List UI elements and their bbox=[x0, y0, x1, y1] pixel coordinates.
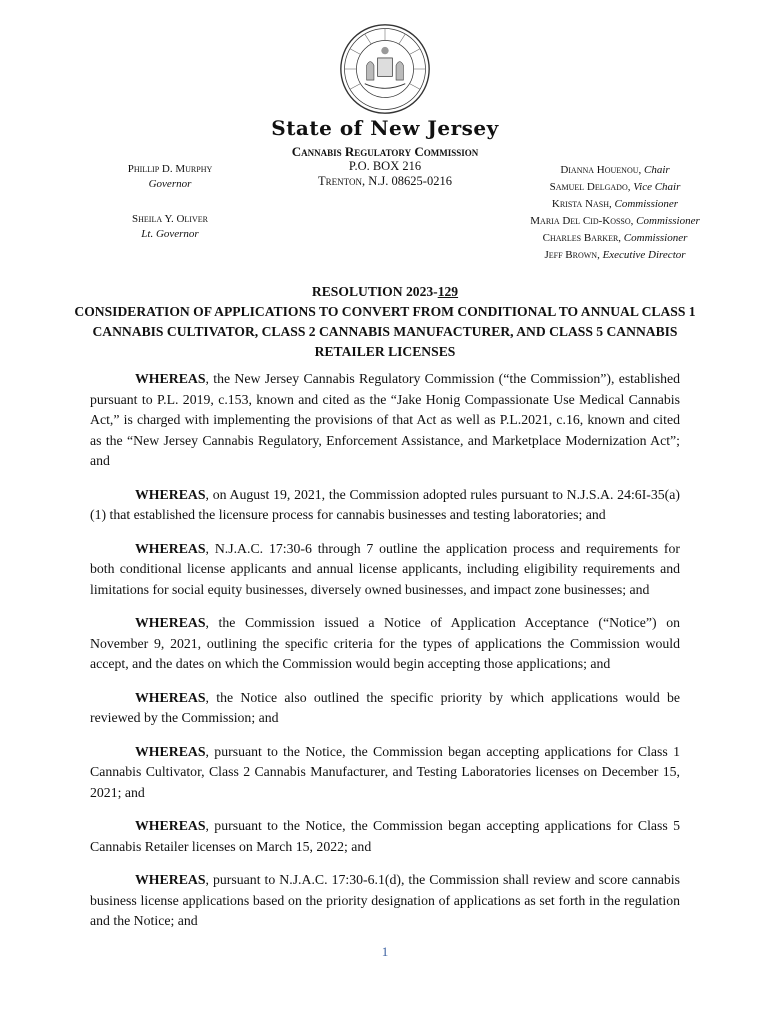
whereas-paragraph: WHEREAS, N.J.A.C. 17:30-6 through 7 outline the application process and requirements for both conditional license applicants and annual license applicants, including eligibility requirements and limitations for social equity businesses, diversely owned businesses, and impact zone businesses; and bbox=[90, 540, 680, 597]
page-number: 1 bbox=[381, 944, 389, 959]
official-line: Dianna Houenou, Chair bbox=[560, 164, 670, 176]
whereas-paragraph: WHEREAS, pursuant to the Notice, the Commission began accepting applications for Class 5 Cannabis Retailer licenses on March 15, 2022; and bbox=[90, 818, 680, 854]
official-name: Phillip D. Murphy bbox=[127, 163, 213, 175]
official-name: Sheila Y. Oliver bbox=[132, 213, 208, 225]
whereas-paragraph: WHEREAS, on August 19, 2021, the Commission adopted rules pursuant to N.J.S.A. 24:6I-35(a)(1) that established the licensure process for cannabis businesses and testing laboratories; and bbox=[90, 486, 680, 522]
po-box: P.O. BOX 216 bbox=[348, 159, 422, 173]
state-title: State of New Jersey bbox=[271, 116, 499, 140]
official-line: Charles Barker, Commissioner bbox=[542, 232, 688, 244]
city-address: Trenton, N.J. 08625-0216 bbox=[318, 174, 452, 188]
official-line: Samuel Delgado, Vice Chair bbox=[549, 181, 681, 193]
official-line: Maria Del Cid-Kosso, Commissioner bbox=[530, 215, 700, 227]
whereas-paragraph: WHEREAS, the Commission issued a Notice of Application Acceptance (“Notice”) on November 9, 2021, outlining the specific criteria for the types of applications the Commission would accept, and the dates on which the Commission would begin accepting those applications; and bbox=[90, 615, 680, 671]
whereas-paragraph: WHEREAS, the Notice also outlined the specific priority by which applications would be reviewed by the Commission; and bbox=[90, 689, 680, 725]
official-line: Jeff Brown, Executive Director bbox=[544, 249, 686, 261]
resolution-heading bbox=[70, 282, 700, 362]
left-officials bbox=[90, 162, 250, 242]
right-officials bbox=[510, 162, 720, 264]
resolution-number: RESOLUTION 2023-129 bbox=[311, 284, 459, 299]
official-title: Lt. Governor bbox=[141, 228, 199, 240]
agency-name: Cannabis Regulatory Commission bbox=[291, 144, 479, 159]
official-title: Governor bbox=[148, 178, 192, 190]
resolution-body bbox=[90, 369, 680, 945]
resolution-title: CONSIDERATION OF APPLICATIONS TO CONVERT FROM CONDITIONAL TO ANNUAL CLASS 1 CANNABIS CULTIVATOR, CLASS 2 CANNABIS MANUFACTURER, AND CLASS 5 CANNABIS RETAILER LICENSES bbox=[74, 304, 696, 359]
whereas-paragraph: WHEREAS, pursuant to the Notice, the Commission began accepting applications for Class 1 Cannabis Cultivator, Class 2 Cannabis Manufacturer, and Testing Laboratories licenses on December 15, 2021; and bbox=[90, 743, 680, 800]
whereas-paragraph: WHEREAS, pursuant to N.J.A.C. 17:30-6.1(d), the Commission shall review and score cannabis business license applications based on the priority designation of applications as set forth in the regulation and the Notice; and bbox=[90, 872, 680, 928]
state-seal bbox=[339, 23, 431, 115]
official-line: Krista Nash, Commissioner bbox=[551, 198, 679, 210]
whereas-paragraph: WHEREAS, the New Jersey Cannabis Regulatory Commission (“the Commission”), established pursuant to P.L. 2019, c.153, known and cited as the “Jake Honig Compassionate Use Medical Cannabis Act,” is charged with implementing the provisions of that Act as well as P.L.2021, c.16, known and cited as the “New Jersey Cannabis Regulatory, Enforcement Assistance, and Marketplace Modernization Act”; and bbox=[90, 371, 680, 468]
